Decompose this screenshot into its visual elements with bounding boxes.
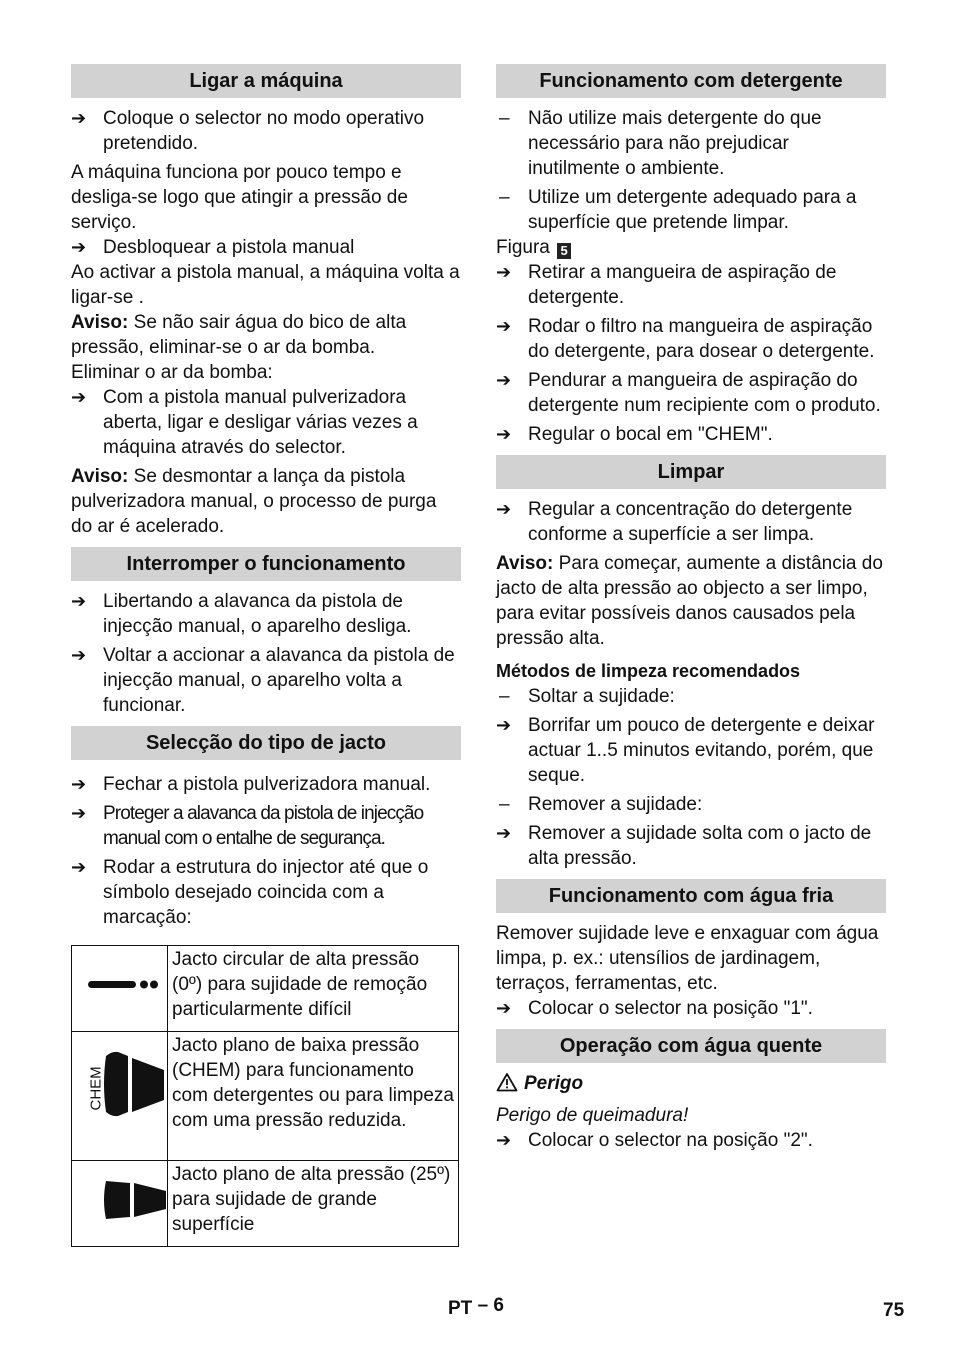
arrow-right-icon: ➔	[496, 499, 512, 519]
table-cell: Jacto plano de baixa pressão (CHEM) para funcionamento com detergentes ou para limpeza com uma pressão reduzida.	[168, 1032, 459, 1161]
figure-ref: Figura 5	[496, 235, 886, 260]
bullet-item: ➔ Fechar a pistola pulverizadora manual.	[71, 774, 431, 795]
arrow-right-icon: ➔	[71, 857, 87, 877]
note-label: Aviso:	[71, 466, 129, 487]
bullet-item: ➔ Borrifar um pouco de detergente e deixar actuar 1..5 minutos evitando, porém, que seque.	[496, 715, 875, 786]
dash-marker: –	[499, 686, 510, 707]
section-heading-agua-quente: Operação com água quente	[496, 1029, 886, 1063]
low-pressure-flat-jet-icon	[72, 1032, 168, 1161]
footer-language-page: PT – 6	[448, 1295, 504, 1319]
bullet-item: ➔ Regular a concentração do detergente conforme a superfície a ser limpa.	[496, 499, 853, 545]
bullet-item: ➔ Rodar a estrutura do injector até que o símbolo desejado coincida com a marcação:	[71, 857, 429, 928]
bullet-item: ➔ Proteger a alavanca da pistola de injecção manual com o entalhe de segurança.	[71, 803, 424, 849]
note-paragraph: Aviso: Se desmontar a lança da pistola pulverizadora manual, o processo de purga do ar é acelerado.	[71, 466, 437, 537]
paragraph: Ao activar a pistola manual, a máquina volta a ligar-se .	[71, 262, 460, 308]
table-row	[72, 1161, 459, 1247]
note-paragraph: Aviso: Para começar, aumente a distância do jacto de alta pressão ao objecto a ser limpo, para evitar possíveis danos causados pela pressão alta.	[496, 553, 883, 649]
paragraph: Eliminar o ar da bomba:	[71, 362, 273, 383]
table-row	[72, 1032, 459, 1161]
table-cell: Jacto plano de alta pressão (25º) para sujidade de grande superfície	[168, 1161, 459, 1247]
arrow-right-icon: ➔	[71, 645, 87, 665]
danger-text: Perigo de queimadura!	[496, 1105, 689, 1126]
arrow-right-icon: ➔	[71, 803, 87, 823]
left-column	[71, 64, 461, 1247]
danger-heading: Perigo	[496, 1071, 886, 1099]
right-column	[496, 64, 886, 1153]
section-heading-detergente: Funcionamento com detergente	[496, 64, 886, 98]
arrow-right-icon: ➔	[496, 1130, 512, 1150]
page-number: 75	[883, 1300, 905, 1321]
bullet-item: ➔ Rodar o filtro na mangueira de aspiração do detergente, para dosear o detergente.	[496, 316, 875, 362]
table-row	[72, 946, 459, 1032]
bullet-item: ➔ Pendurar a mangueira de aspiração do detergente num recipiente com o produto.	[496, 370, 881, 416]
note-label: Aviso:	[496, 553, 554, 574]
arrow-right-icon: ➔	[71, 774, 87, 794]
arrow-right-icon: ➔	[496, 316, 512, 336]
bullet-item: ➔ Desbloquear a pistola manual	[71, 237, 355, 258]
bullet-item: ➔ Com a pistola manual pulverizadora aberta, ligar e desligar várias vezes a máquina através do selector.	[71, 387, 418, 458]
arrow-right-icon: ➔	[496, 823, 512, 843]
dash-item: – Não utilize mais detergente do que necessário para não prejudicar inutilmente o ambiente.	[496, 106, 886, 181]
bullet-item: ➔ Retirar a mangueira de aspiração de detergente.	[496, 262, 837, 308]
paragraph: A máquina funciona por pouco tempo e desliga-se logo que atingir a pressão de serviço.	[71, 162, 408, 233]
bullet-item: ➔ Libertando a alavanca da pistola de injecção manual, o aparelho desliga.	[71, 591, 412, 637]
warning-triangle-icon	[496, 1072, 518, 1099]
round-jet-icon	[72, 946, 168, 1032]
note-paragraph: Aviso: Se não sair água do bico de alta pressão, eliminar-se o ar da bomba.	[71, 312, 407, 358]
bullet-item: ➔ Colocar o selector na posição "2".	[496, 1130, 813, 1151]
dash-item: – Soltar a sujidade:	[496, 684, 886, 709]
arrow-right-icon: ➔	[496, 998, 512, 1018]
arrow-right-icon: ➔	[496, 370, 512, 390]
high-pressure-flat-jet-icon	[72, 1161, 168, 1247]
note-label: Aviso:	[71, 312, 129, 333]
paragraph: Remover sujidade leve e enxaguar com água limpa, p. ex.: utensílios de jardinagem, terraços, ferramentas, etc.	[496, 923, 879, 994]
arrow-right-icon: ➔	[71, 591, 87, 611]
bullet-item: ➔ Colocar o selector na posição "1".	[496, 998, 813, 1019]
dash-marker: –	[499, 108, 510, 129]
arrow-right-icon: ➔	[496, 715, 512, 735]
dash-marker: –	[499, 794, 510, 815]
dash-item: – Remover a sujidade:	[496, 792, 886, 817]
figure-number-icon: 5	[557, 243, 571, 259]
arrow-right-icon: ➔	[71, 237, 87, 257]
bullet-item: ➔ Remover a sujidade solta com o jacto de alta pressão.	[496, 823, 872, 869]
chem-label: CHEM	[87, 1066, 105, 1111]
arrow-right-icon: ➔	[496, 424, 512, 444]
dash-item: – Utilize um detergente adequado para a superfície que pretende limpar.	[496, 185, 886, 235]
subheading: Métodos de limpeza recomendados	[496, 661, 801, 681]
section-heading-seleccao: Selecção do tipo de jacto	[71, 726, 461, 760]
arrow-right-icon: ➔	[71, 387, 87, 407]
section-heading-limpar: Limpar	[496, 455, 886, 489]
section-heading-ligar: Ligar a máquina	[71, 64, 461, 98]
table-cell: Jacto circular de alta pressão (0º) para sujidade de remoção particularmente difícil	[168, 946, 459, 1032]
bullet-item: ➔ Regular o bocal em "CHEM".	[496, 424, 773, 445]
bullet-item: ➔ Voltar a accionar a alavanca da pistola de injecção manual, o aparelho volta a funcionar.	[71, 645, 455, 716]
dash-marker: –	[499, 187, 510, 208]
jet-type-table	[71, 945, 459, 1247]
bullet-item: ➔ Coloque o selector no modo operativo pretendido.	[71, 108, 425, 154]
section-heading-interromper: Interromper o funcionamento	[71, 547, 461, 581]
section-heading-agua-fria: Funcionamento com água fria	[496, 879, 886, 913]
arrow-right-icon: ➔	[71, 108, 87, 128]
arrow-right-icon: ➔	[496, 262, 512, 282]
